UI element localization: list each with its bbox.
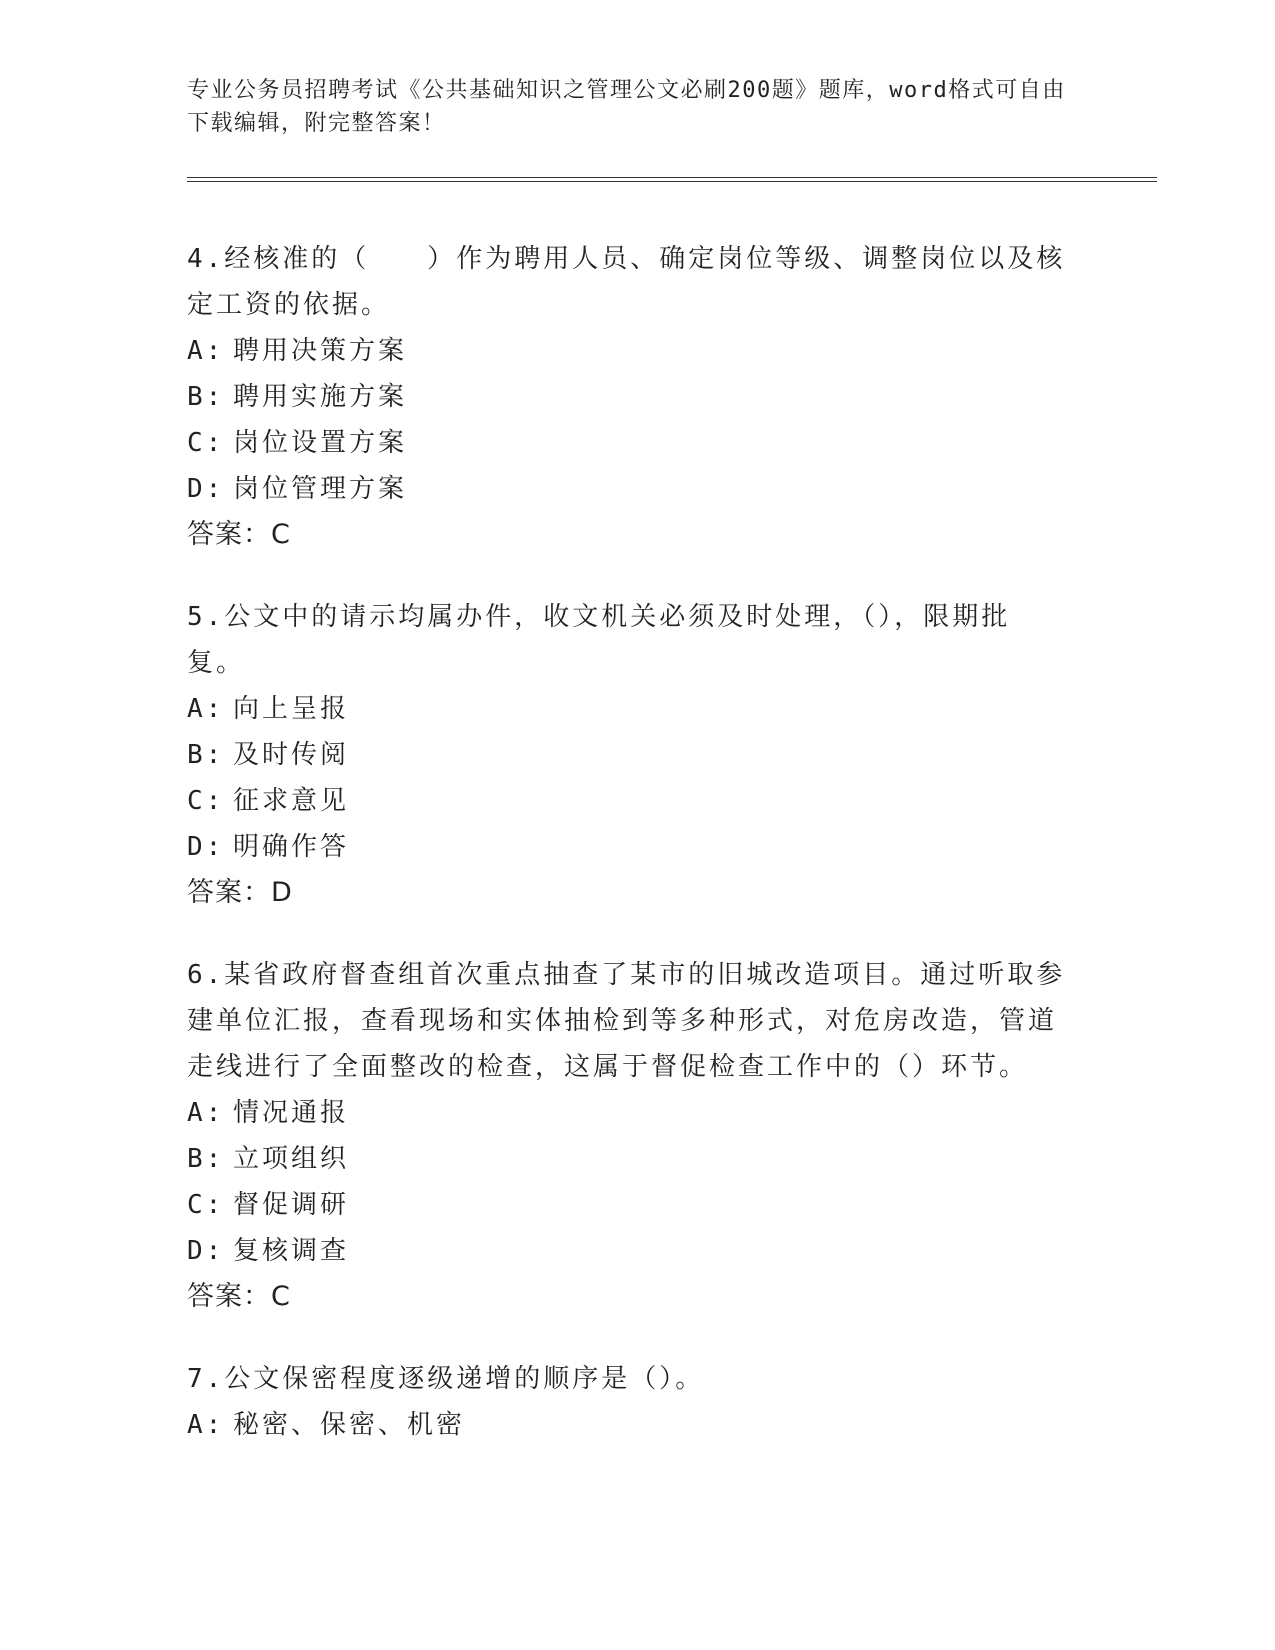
option-b — [187, 732, 1067, 778]
option-b — [187, 1136, 1067, 1182]
option-label: B: — [187, 1144, 225, 1174]
option-a — [187, 1402, 1067, 1448]
question-6 — [187, 952, 1067, 1320]
option-text: 征求意见 — [233, 786, 350, 816]
option-label: D: — [187, 474, 225, 504]
question-text: 6.某省政府督查组首次重点抽查了某市的旧城改造项目。通过听取参建单位汇报，查看现场和实体抽检到等多种形式，对危房改造，管道走线进行了全面整改的检查，这属于督促检查工作中的（）环节。 — [187, 960, 1066, 1082]
option-a — [187, 1090, 1067, 1136]
option-text: 情况通报 — [233, 1098, 350, 1128]
option-label: D: — [187, 832, 225, 862]
option-label: C: — [187, 428, 225, 458]
option-text: 秘密、保密、机密 — [233, 1410, 466, 1440]
option-label: C: — [187, 786, 225, 816]
question-list — [187, 236, 1067, 1484]
option-label: A: — [187, 1410, 225, 1440]
question-text: 5.公文中的请示均属办件，收文机关必须及时处理，（），限期批复。 — [187, 602, 1011, 678]
option-label: D: — [187, 1236, 225, 1266]
option-a — [187, 686, 1067, 732]
option-text: 立项组织 — [233, 1144, 350, 1174]
question-5 — [187, 594, 1067, 916]
option-d — [187, 824, 1067, 870]
option-label: A: — [187, 694, 225, 724]
option-a — [187, 328, 1067, 374]
document-header-intro: 专业公务员招聘考试《公共基础知识之管理公文必刷200题》题库，word格式可自由下载编辑，附完整答案！ — [187, 78, 1066, 136]
answer-line: 答案：C — [187, 519, 291, 550]
option-text: 岗位设置方案 — [233, 428, 408, 458]
option-label: B: — [187, 382, 225, 412]
question-4 — [187, 236, 1067, 558]
option-b — [187, 374, 1067, 420]
option-text: 岗位管理方案 — [233, 474, 408, 504]
header-divider — [187, 177, 1157, 182]
option-text: 明确作答 — [233, 832, 350, 862]
option-d — [187, 466, 1067, 512]
option-label: C: — [187, 1190, 225, 1220]
option-text: 督促调研 — [233, 1190, 350, 1220]
option-c — [187, 778, 1067, 824]
question-text: 7.公文保密程度逐级递增的顺序是（）。 — [187, 1364, 705, 1394]
answer-line: 答案：C — [187, 1281, 291, 1312]
option-text: 向上呈报 — [233, 694, 350, 724]
option-text: 复核调查 — [233, 1236, 350, 1266]
option-label: A: — [187, 1098, 225, 1128]
option-d — [187, 1228, 1067, 1274]
option-text: 及时传阅 — [233, 740, 350, 770]
question-text: 4.经核准的（ ）作为聘用人员、确定岗位等级、调整岗位以及核定工资的依据。 — [187, 244, 1066, 320]
option-text: 聘用实施方案 — [233, 382, 408, 412]
option-label: A: — [187, 336, 225, 366]
option-c — [187, 420, 1067, 466]
option-label: B: — [187, 740, 225, 770]
question-7 — [187, 1356, 1067, 1448]
option-text: 聘用决策方案 — [233, 336, 408, 366]
option-c — [187, 1182, 1067, 1228]
answer-line: 答案：D — [187, 877, 293, 908]
